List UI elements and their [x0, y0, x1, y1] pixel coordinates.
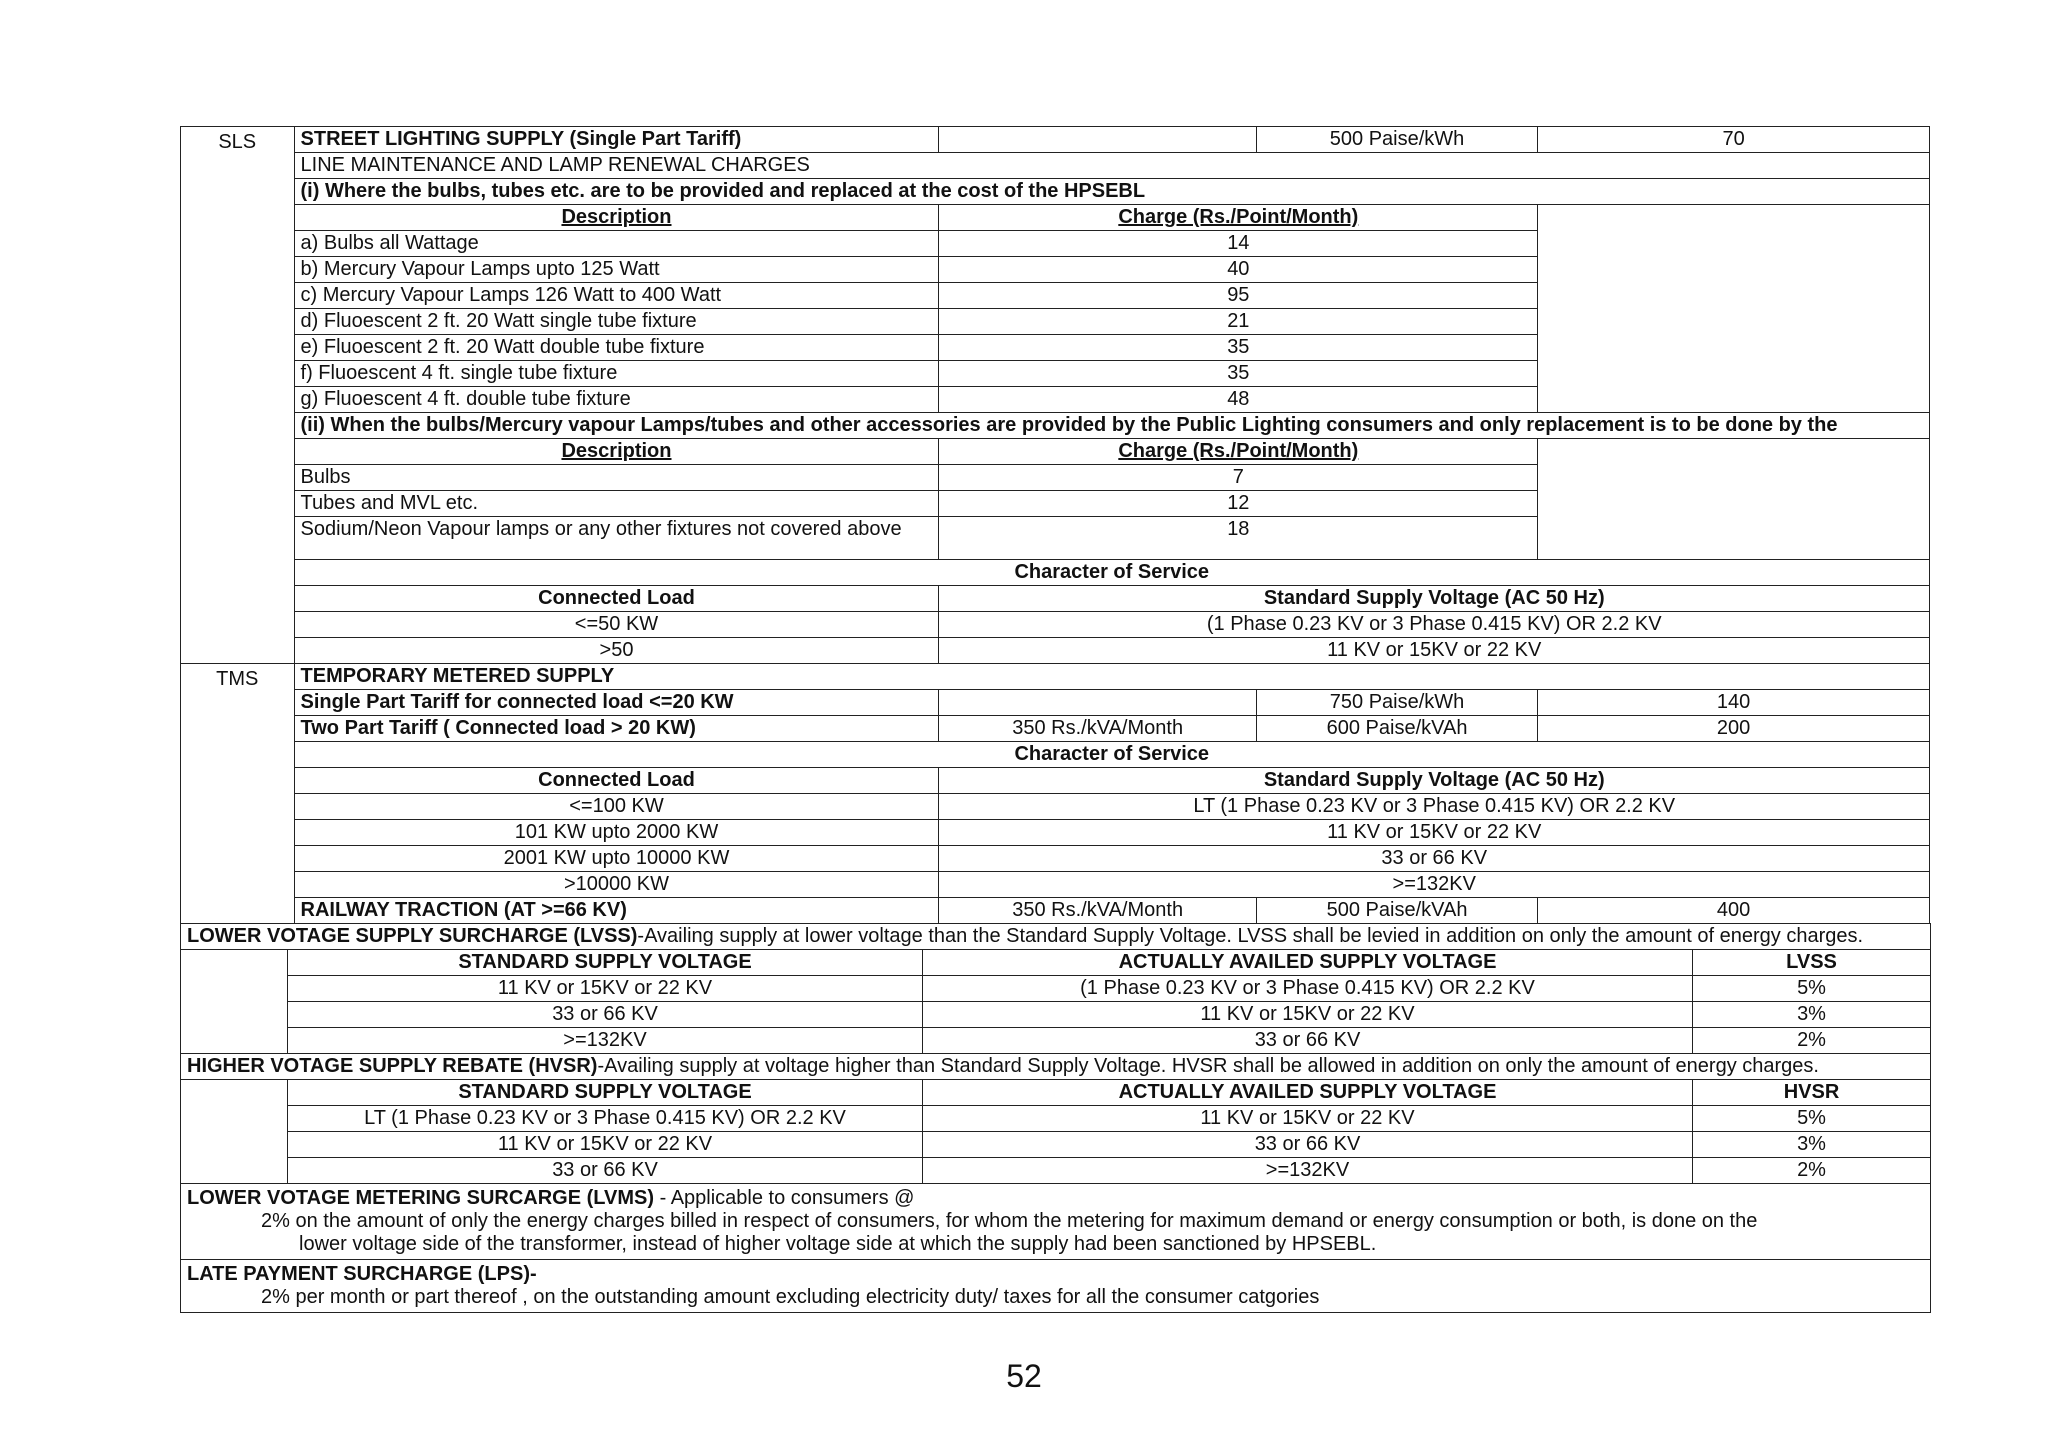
hvsr-heading-bold: HIGHER VOTAGE SUPPLY REBATE (HVSR) [187, 1055, 598, 1077]
surcharge-pct: 5% [1693, 976, 1931, 1002]
lvms-block [181, 1184, 1931, 1260]
tms-single-label: Single Part Tariff for connected load <=20 KW [294, 690, 939, 716]
table-row [181, 1002, 1931, 1028]
lvms-line-2: lower voltage side of the transformer, instead of higher voltage side at which the supply had been sanctioned by HPSEBL. [299, 1233, 1377, 1255]
hvsr-heading-rest: -Availing supply at voltage higher than Standard Supply Voltage. HVSR shall be allowed in addition on only the amount of energy charges. [597, 1055, 1819, 1077]
availed-voltage: 33 or 66 KV [923, 1132, 1693, 1158]
standard-voltage: LT (1 Phase 0.23 KV or 3 Phase 0.415 KV) OR 2.2 KV [288, 1106, 923, 1132]
hvsr-heading [181, 1054, 1931, 1080]
sls-part-ii-blank [1538, 439, 1930, 560]
hvsr-std-header: STANDARD SUPPLY VOLTAGE [288, 1080, 923, 1106]
tms-two-energy: 600 Paise/kVAh [1256, 716, 1537, 742]
sls-service-title: Character of Service [294, 560, 1929, 586]
tms-two-min: 200 [1538, 716, 1930, 742]
hvsr-table [180, 1053, 1931, 1184]
table-row [181, 976, 1931, 1002]
charge-value: 12 [939, 491, 1538, 517]
tms-title: TEMPORARY METERED SUPPLY [294, 664, 1929, 690]
availed-voltage: 33 or 66 KV [923, 1028, 1693, 1054]
sls-title-row [181, 127, 1930, 153]
hvsr-pct-header: HVSR [1693, 1080, 1931, 1106]
availed-voltage: 11 KV or 15KV or 22 KV [923, 1106, 1693, 1132]
standard-voltage: 11 KV or 15KV or 22 KV [288, 1132, 923, 1158]
lvms-heading-rest: - Applicable to consumers @ [654, 1187, 915, 1209]
sls-energy-charge: 500 Paise/kWh [1256, 127, 1537, 153]
standard-voltage: >=132KV [288, 1028, 923, 1054]
connected-load: >50 [294, 638, 939, 664]
supply-voltage: (1 Phase 0.23 KV or 3 Phase 0.415 KV) OR 2.2 KV [939, 612, 1930, 638]
charge-value: 35 [939, 361, 1538, 387]
tms-service-load-header: Connected Load [294, 768, 939, 794]
charge-desc: Bulbs [294, 465, 939, 491]
table-row [181, 872, 1930, 898]
surcharge-pct: 3% [1693, 1002, 1931, 1028]
availed-voltage: >=132KV [923, 1158, 1693, 1184]
lvss-heading-bold: LOWER VOTAGE SUPPLY SURCHARGE (LVSS) [187, 925, 638, 947]
lvss-actual-header: ACTUALLY AVAILED SUPPLY VOLTAGE [923, 950, 1693, 976]
connected-load: >10000 KW [294, 872, 939, 898]
sls-code: SLS [181, 127, 295, 664]
charge-desc: a) Bulbs all Wattage [294, 231, 939, 257]
charge-value: 95 [939, 283, 1538, 309]
railway-traction-row [181, 898, 1930, 924]
table-row [181, 1106, 1931, 1132]
sls-demand-charge [939, 127, 1256, 153]
supply-voltage: LT (1 Phase 0.23 KV or 3 Phase 0.415 KV) OR 2.2 KV [939, 794, 1930, 820]
availed-voltage: 11 KV or 15KV or 22 KV [923, 1002, 1693, 1028]
table-row [181, 846, 1930, 872]
table-row [181, 638, 1930, 664]
supply-voltage: 11 KV or 15KV or 22 KV [939, 638, 1930, 664]
page-number: 52 [1006, 1358, 1042, 1394]
railway-label: RAILWAY TRACTION (AT >=66 KV) [294, 898, 939, 924]
tms-service-title: Character of Service [294, 742, 1929, 768]
table-row [181, 612, 1930, 638]
sls-part-i-desc-header: Description [294, 205, 939, 231]
charge-desc: Sodium/Neon Vapour lamps or any other fixtures not covered above [294, 517, 939, 560]
lvss-heading [181, 924, 1931, 950]
supply-voltage: 33 or 66 KV [939, 846, 1930, 872]
charge-value: 48 [939, 387, 1538, 413]
charge-value: 21 [939, 309, 1538, 335]
charge-desc: d) Fluoescent 2 ft. 20 Watt single tube fixture [294, 309, 939, 335]
charge-desc: g) Fluoescent 4 ft. double tube fixture [294, 387, 939, 413]
connected-load: 2001 KW upto 10000 KW [294, 846, 939, 872]
lvss-pct-header: LVSS [1693, 950, 1931, 976]
sls-min-charge: 70 [1538, 127, 1930, 153]
tms-single-min: 140 [1538, 690, 1930, 716]
sls-service-voltage-header: Standard Supply Voltage (AC 50 Hz) [939, 586, 1930, 612]
table-row [181, 794, 1930, 820]
sls-part-ii-desc-header: Description [294, 439, 939, 465]
table-row [181, 1028, 1931, 1054]
availed-voltage: (1 Phase 0.23 KV or 3 Phase 0.415 KV) OR 2.2 KV [923, 976, 1693, 1002]
standard-voltage: 11 KV or 15KV or 22 KV [288, 976, 923, 1002]
standard-voltage: 33 or 66 KV [288, 1158, 923, 1184]
charge-desc: f) Fluoescent 4 ft. single tube fixture [294, 361, 939, 387]
lvms-lps-table [180, 1183, 1931, 1313]
table-row [181, 1132, 1931, 1158]
table-row [181, 1158, 1931, 1184]
tms-service-voltage-header: Standard Supply Voltage (AC 50 Hz) [939, 768, 1930, 794]
lvss-table [180, 923, 1931, 1054]
sls-part-i-blank [1538, 205, 1930, 413]
connected-load: 101 KW upto 2000 KW [294, 820, 939, 846]
sls-line-maintenance: LINE MAINTENANCE AND LAMP RENEWAL CHARGES [294, 153, 1929, 179]
surcharge-pct: 2% [1693, 1028, 1931, 1054]
supply-voltage: >=132KV [939, 872, 1930, 898]
rebate-pct: 2% [1693, 1158, 1931, 1184]
charge-value: 14 [939, 231, 1538, 257]
railway-energy: 500 Paise/kVAh [1256, 898, 1537, 924]
sls-title: STREET LIGHTING SUPPLY (Single Part Tariff) [294, 127, 939, 153]
tms-single-demand [939, 690, 1256, 716]
sls-part-ii-charge-header: Charge (Rs./Point/Month) [939, 439, 1538, 465]
tms-single-row [181, 690, 1930, 716]
sls-part-i-heading: (i) Where the bulbs, tubes etc. are to be provided and replaced at the cost of the HPSEBL [294, 179, 1929, 205]
lps-block [181, 1260, 1931, 1313]
charge-value: 7 [939, 465, 1538, 491]
charge-desc: Tubes and MVL etc. [294, 491, 939, 517]
charge-value: 18 [939, 517, 1538, 560]
lvss-heading-rest: -Availing supply at lower voltage than the Standard Supply Voltage. LVSS shall be levied in addition on only the amount of energy charges. [637, 925, 1864, 947]
charge-desc: e) Fluoescent 2 ft. 20 Watt double tube fixture [294, 335, 939, 361]
charge-desc: c) Mercury Vapour Lamps 126 Watt to 400 Watt [294, 283, 939, 309]
hvsr-blank [181, 1080, 288, 1184]
charge-value: 35 [939, 335, 1538, 361]
sls-tms-table [180, 126, 1930, 924]
lvss-blank [181, 950, 288, 1054]
tms-two-label: Two Part Tariff ( Connected load > 20 KW) [294, 716, 939, 742]
lps-heading: LATE PAYMENT SURCHARGE (LPS)- [187, 1263, 537, 1285]
connected-load: <=100 KW [294, 794, 939, 820]
connected-load: <=50 KW [294, 612, 939, 638]
railway-demand: 350 Rs./kVA/Month [939, 898, 1256, 924]
tariff-page [180, 126, 1930, 1313]
charge-desc: b) Mercury Vapour Lamps upto 125 Watt [294, 257, 939, 283]
charge-value: 40 [939, 257, 1538, 283]
railway-min: 400 [1538, 898, 1930, 924]
tms-single-energy: 750 Paise/kWh [1256, 690, 1537, 716]
rebate-pct: 3% [1693, 1132, 1931, 1158]
sls-part-i-charge-header: Charge (Rs./Point/Month) [939, 205, 1538, 231]
tms-two-row [181, 716, 1930, 742]
supply-voltage: 11 KV or 15KV or 22 KV [939, 820, 1930, 846]
lvss-std-header: STANDARD SUPPLY VOLTAGE [288, 950, 923, 976]
sls-part-ii-heading: (ii) When the bulbs/Mercury vapour Lamps/tubes and other accessories are provided by the Public Lighting consumers and only replacement is to be done by the [294, 413, 1929, 439]
lvms-line-1: 2% on the amount of only the energy charges billed in respect of consumers, for whom the metering for maximum demand or energy consumption or both, is done on the [261, 1210, 1758, 1232]
table-row [181, 820, 1930, 846]
rebate-pct: 5% [1693, 1106, 1931, 1132]
hvsr-actual-header: ACTUALLY AVAILED SUPPLY VOLTAGE [923, 1080, 1693, 1106]
lps-line-1: 2% per month or part thereof , on the outstanding amount excluding electricity duty/ taxes for all the consumer catgories [261, 1286, 1320, 1308]
tms-two-demand: 350 Rs./kVA/Month [939, 716, 1256, 742]
tms-code: TMS [181, 664, 295, 924]
tms-title-row [181, 664, 1930, 690]
lvms-heading-bold: LOWER VOTAGE METERING SURCARGE (LVMS) [187, 1187, 655, 1209]
standard-voltage: 33 or 66 KV [288, 1002, 923, 1028]
sls-service-load-header: Connected Load [294, 586, 939, 612]
